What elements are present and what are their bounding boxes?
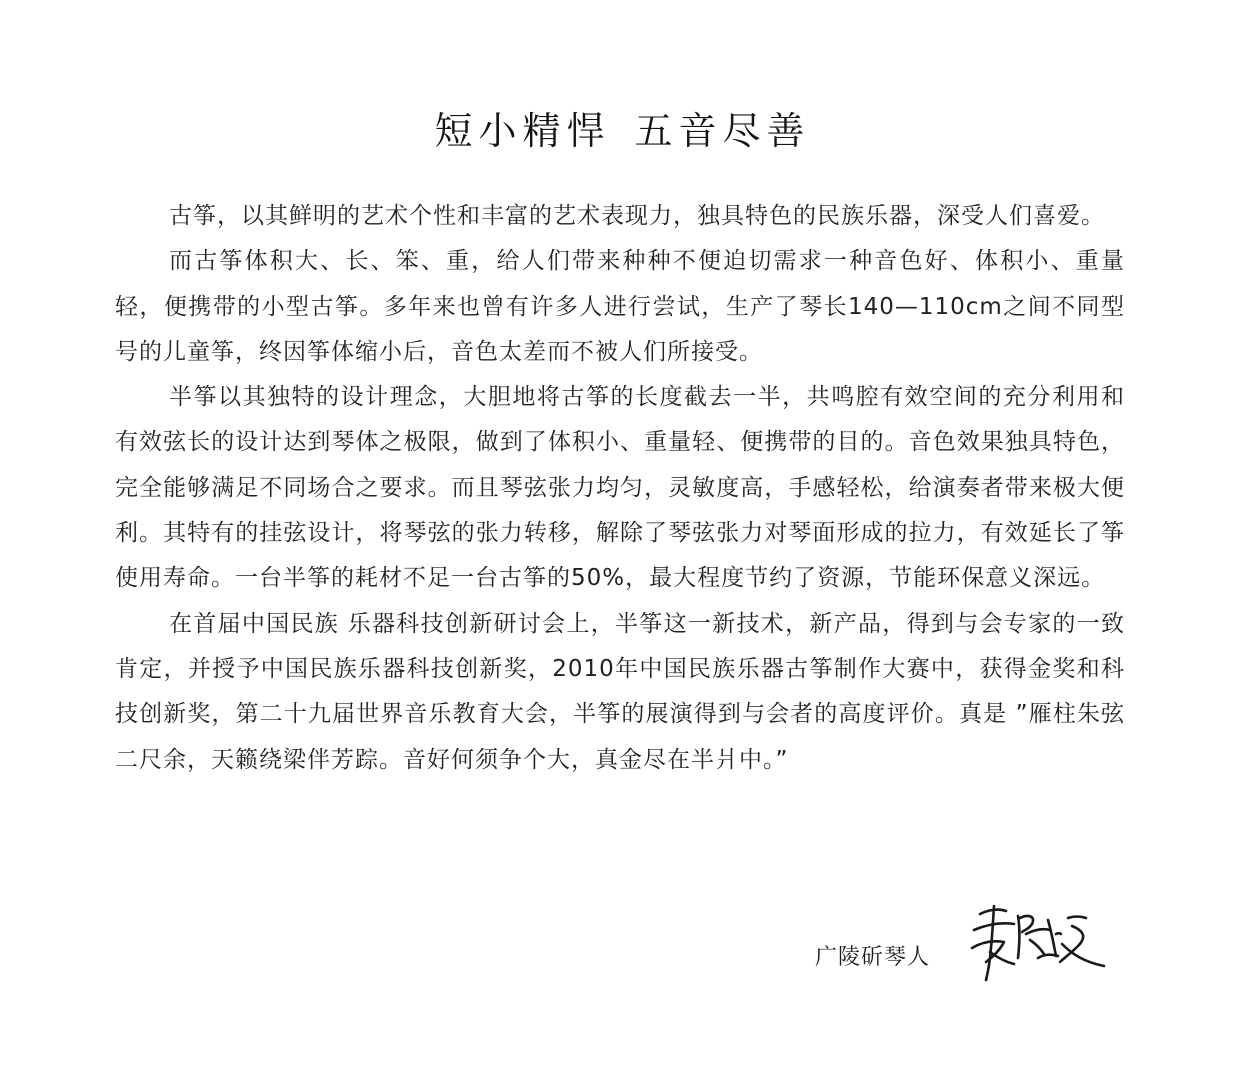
page-title (0, 100, 1245, 155)
title-right: 五音尽善 (634, 109, 811, 153)
signature-label: 广陵斫琴人 (815, 945, 931, 970)
handwritten-signature (960, 900, 1110, 985)
paragraph: 在首届中国民族 乐器科技创新研讨会上，半筝这一新技术，新产品，得到与会专家的一致肯定，并授予中国民族乐器科技创新奖，2010年中国民族乐器古筝制作大赛中，获得金奖和科技创新奖，第二十九届世界音乐教育大会，半筝的展演得到与会者的高度评价。真是 ”雁柱朱弦二尺余，天籁绕梁伴芳踪。音好何须争个大，真金尽在半爿中。” (115, 610, 1125, 773)
paragraph: 而古筝体积大、长、笨、重，给人们带来种种不便迫切需求一种音色好、体积小、重量轻，便携带的小型古筝。多年来也曾有许多人进行尝试，生产了琴长140—110cm之间不同型号的儿童筝，终因筝体缩小后，音色太差而不被人们所接受。 (115, 248, 1125, 365)
paragraph: 半筝以其独特的设计理念，大胆地将古筝的长度截去一半，共鸣腔有效空间的充分利用和有效弦长的设计达到琴体之极限，做到了体积小、重量轻、便携带的目的。音色效果独具特色，完全能够满足不同场合之要求。而且琴弦张力均匀，灵敏度高，手感轻松，给演奏者带来极大便利。其特有的挂弦设计，将琴弦的张力转移，解除了琴弦张力对琴面形成的拉力，有效延长了筝使用寿命。一台半筝的耗材不足一台古筝的50%，最大程度节约了资源，节能环保意义深远。 (115, 384, 1125, 592)
signature-block (815, 900, 1115, 990)
title-left: 短小精悍 (434, 109, 611, 153)
body-text (115, 194, 1125, 783)
paragraph: 古筝，以其鲜明的艺术个性和丰富的艺术表现力，独具特色的民族乐器，深受人们喜爱。 (169, 203, 1105, 229)
